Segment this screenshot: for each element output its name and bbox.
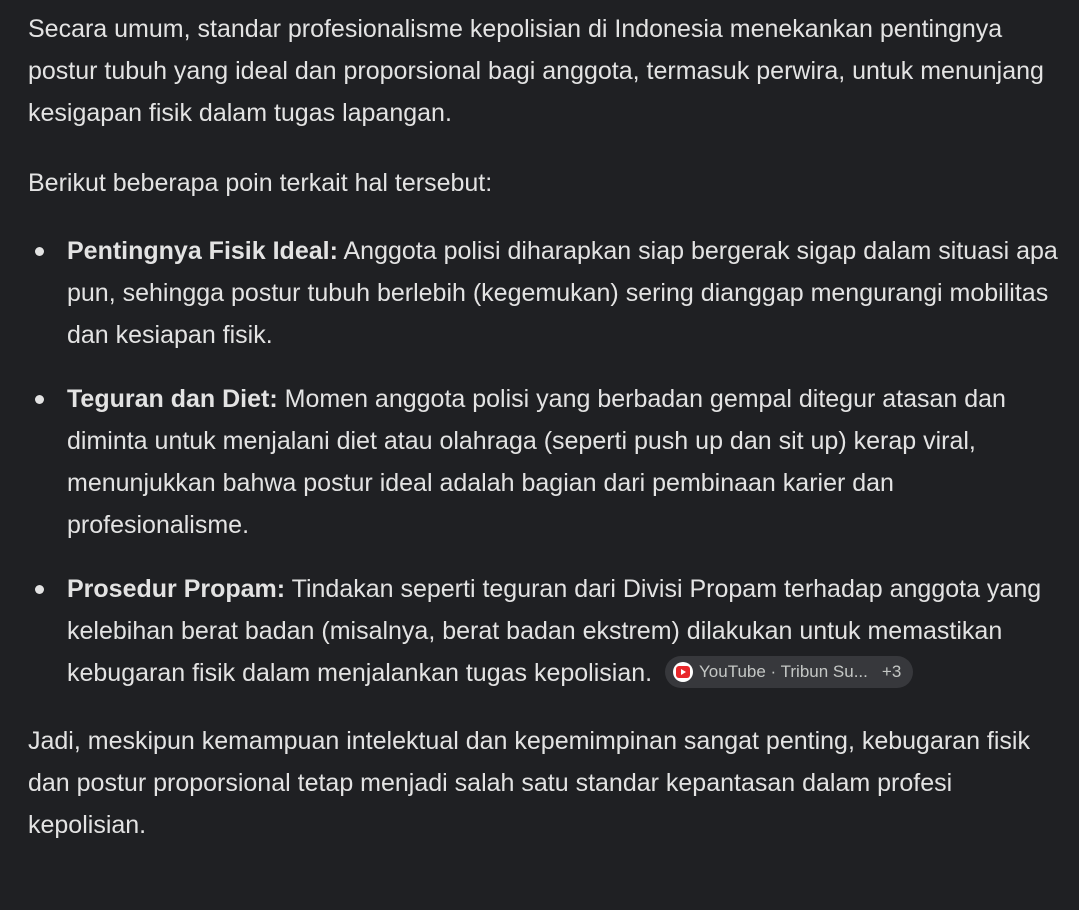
- point-text: Anggota polisi diharapkan siap bergerak sigap dalam situasi apa pun, sehingga postur tubuh berlebih (kegemukan) sering dianggap mengurangi mobilitas dan kesiapan fisik.: [67, 237, 1058, 349]
- list-item: [28, 378, 1068, 546]
- youtube-icon: [673, 662, 693, 682]
- source-chip[interactable]: [665, 656, 913, 688]
- point-text: Tindakan seperti teguran dari Divisi Propam terhadap anggota yang kelebihan berat badan (misalnya, berat badan ekstrem) dilakukan untuk memastikan kebugaran fisik dalam menjalankan tugas kepolisian.: [67, 575, 1042, 687]
- point-term: Prosedur Propam:: [67, 575, 286, 603]
- bullet-icon: [35, 247, 44, 256]
- bullet-icon: [35, 585, 44, 594]
- bullet-icon: [35, 395, 44, 404]
- list-item: [28, 568, 1068, 694]
- conclusion-paragraph: Jadi, meskipun kemampuan intelektual dan kepemimpinan sangat penting, kebugaran fisik dan postur proporsional tetap menjadi salah satu standar kepantasan dalam profesi kepolisian.: [28, 727, 1030, 839]
- list-item: [28, 230, 1068, 356]
- lead-paragraph: Berikut beberapa poin terkait hal tersebut:: [28, 169, 493, 197]
- point-text: Momen anggota polisi yang berbadan gempal ditegur atasan dan diminta untuk menjalani diet atau olahraga (seperti push up dan sit up) kerap viral, menunjukkan bahwa postur ideal adalah bagian dari pembinaan karier dan profesionalisme.: [67, 385, 1006, 539]
- response-body: [28, 8, 1068, 846]
- source-chip-count: +3: [881, 662, 902, 682]
- intro-paragraph: Secara umum, standar profesionalisme kepolisian di Indonesia menekankan pentingnya postur tubuh yang ideal dan proporsional bagi anggota, termasuk perwira, untuk menunjang kesigapan fisik dalam tugas lapangan.: [28, 15, 1044, 127]
- points-list: [28, 230, 1068, 694]
- source-chip-label: YouTube · Tribun Su...: [699, 662, 868, 682]
- point-term: Teguran dan Diet:: [67, 385, 278, 413]
- point-term: Pentingnya Fisik Ideal:: [67, 237, 338, 265]
